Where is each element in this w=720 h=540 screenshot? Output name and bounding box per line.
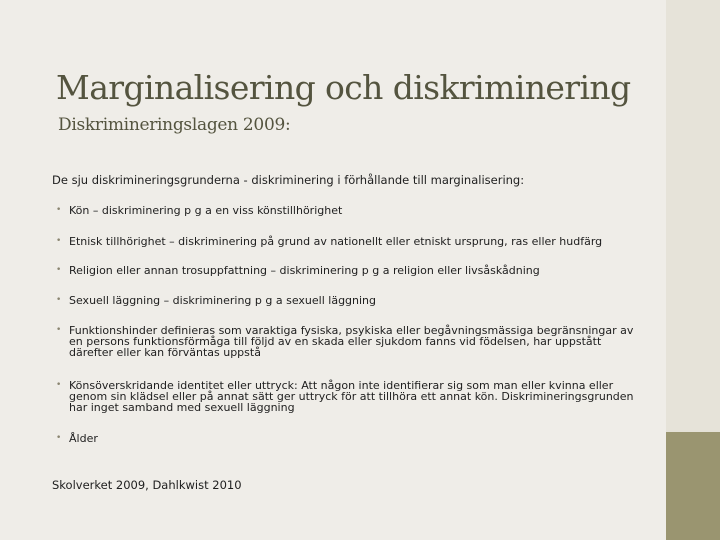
bullet-text: Religion eller annan trosuppfattning – diskriminering p g a religion eller livsåskådning xyxy=(69,264,540,277)
bullet-dot-icon: • xyxy=(56,380,62,390)
bullet-dot-icon: • xyxy=(56,205,62,215)
bullet-text: Funktionshinder definieras som varaktiga fysiska, psykiska eller begåvningsmässiga begränsningar av en persons funktionsförmåga till följd av en skada eller sjukdom fanns vid födelsen, har uppstått därefter eller kan förväntas uppstå xyxy=(69,324,634,359)
bullet-item xyxy=(52,295,648,306)
bullet-item xyxy=(52,325,648,358)
side-band-light xyxy=(666,0,720,430)
bullet-text: Kön – diskriminering p g a en viss könstillhörighet xyxy=(69,204,343,217)
intro-text: De sju diskrimineringsgrunderna - diskriminering i förhållande till marginalisering: xyxy=(52,173,525,187)
source-citation: Skolverket 2009, Dahlkwist 2010 xyxy=(52,478,242,492)
bullet-dot-icon: • xyxy=(56,236,62,246)
bullet-text: Etnisk tillhörighet – diskriminering på grund av nationellt eller etniskt ursprung, ras eller hudfärg xyxy=(69,235,603,248)
bullet-item xyxy=(52,265,648,276)
slide-title: Marginalisering och diskriminering xyxy=(56,68,631,107)
bullet-dot-icon: • xyxy=(56,295,62,305)
bullet-dot-icon: • xyxy=(56,433,62,443)
bullet-dot-icon: • xyxy=(56,265,62,275)
slide-subtitle: Diskrimineringslagen 2009: xyxy=(58,115,291,135)
bullet-text: Sexuell läggning – diskriminering p g a sexuell läggning xyxy=(69,294,377,307)
bullet-text: Könsöverskridande identitet eller uttryck: Att någon inte identifierar sig som man eller kvinna eller genom sin klädsel eller på annat sätt ger uttryck för att tillhöra ett annat kön. Diskrimineringsgrunden har inget samband med sexuell läggning xyxy=(69,379,634,414)
bullet-dot-icon: • xyxy=(56,325,62,335)
bullet-item xyxy=(52,205,648,216)
bullet-item xyxy=(52,433,648,444)
bullet-item xyxy=(52,236,648,247)
side-accent-block xyxy=(666,432,720,540)
bullet-item xyxy=(52,380,648,413)
bullet-text: Ålder xyxy=(69,432,98,445)
